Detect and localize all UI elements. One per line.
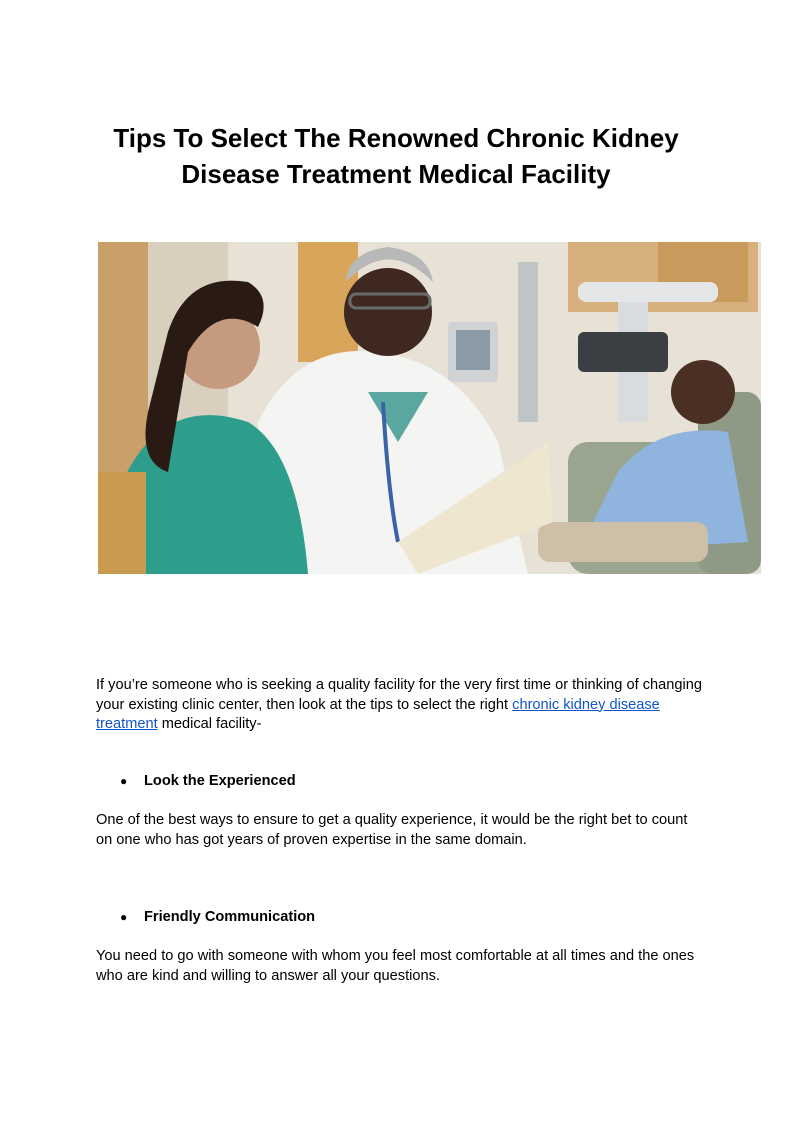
chronic-kidney-disease-treatment-link[interactable]: chronic kidney disease treatment <box>96 696 660 732</box>
section-heading-communication <box>120 908 315 927</box>
title-line-1: Tips To Select The Renowned Chronic Kidney <box>113 123 679 153</box>
section-heading-experienced <box>120 772 296 791</box>
bullet-icon: ● <box>120 910 128 924</box>
bullet-icon: ● <box>120 774 128 788</box>
intro-text-start: If you’re someone who is seeking a quality facility for the very first time or thinking of changing your existing clinic center, then look at the tips to select the right <box>96 677 702 713</box>
document-title <box>96 120 696 192</box>
hero-photo-doctor-consultation <box>98 242 761 574</box>
hero-illustration <box>98 242 761 574</box>
title-line-2: Disease Treatment Medical Facility <box>181 159 611 189</box>
intro-text-end: medical facility- <box>157 716 262 732</box>
section-heading-text: Look the Experienced <box>144 773 296 789</box>
section-heading-text: Friendly Communication <box>144 909 316 925</box>
section-paragraph-communication: You need to go with someone with whom you feel most comfortable at all times and the ones who are kind and willing to answer all your questions. <box>96 948 695 984</box>
section-paragraph-experienced: One of the best ways to ensure to get a quality experience, it would be the right bet to count on one who has got years of proven expertise in the same domain. <box>96 812 688 848</box>
intro-paragraph <box>96 676 706 735</box>
